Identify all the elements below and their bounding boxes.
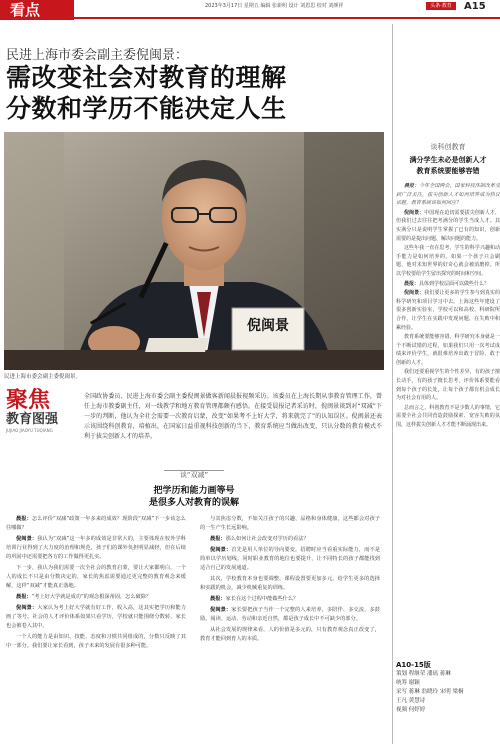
paragraph [200, 535, 380, 544]
paragraph [6, 535, 186, 562]
paragraph-text: 从社会发展的规律来看，人的价值是多元的，只有教育观念真正改变了，教育才能回到育人的本质。 [200, 627, 380, 642]
speaker: 倪闽景： [16, 536, 38, 542]
headline-line-1: 需改变社会对教育的理解 [6, 63, 287, 92]
speaker: 倪闽景： [16, 605, 38, 611]
paragraph [396, 244, 500, 278]
paragraph [200, 626, 380, 644]
paragraph-text: 首先是用人单位的导向要变。招聘时应当看重实际能力，而不是简单以学历划线。同时职业教育的地位也要提升，让不同特长的孩子都能找到适合自己的发展通道。 [200, 547, 380, 571]
interview-photo [4, 132, 384, 370]
paragraph-text: 总而言之，科创教育不是少数人的事情，它需要全社会共同营造鼓励探索、宽容失败的氛围，这样拔尖创新人才才能不断涌现出来。 [396, 404, 500, 429]
paragraph [396, 182, 500, 208]
paragraph [396, 209, 500, 243]
paragraph [396, 404, 500, 430]
headline [6, 62, 287, 124]
speaker: 晨报： [210, 596, 226, 602]
logo-line-1: 聚焦 [6, 387, 51, 413]
paragraph [6, 593, 186, 602]
paragraph [396, 289, 500, 332]
bottom-column-1 [6, 515, 186, 653]
header-rule [74, 17, 500, 19]
bottom-kicker [6, 470, 382, 480]
paragraph-text: 下一步，我认为我们需要一次全社会的教育启蒙，要让大家都明白，一个人的成长不只是由分数决定的，家长的焦虑需要通过更完整的教育观念来缓解，这样“双减”才能真正落地。 [6, 565, 186, 589]
page-number: A15 [464, 1, 486, 12]
paragraph-text: 怎么评价“双减”政策一年多来的成效？现阶段“双减”下一步该怎么往哪做？ [6, 516, 186, 531]
paragraph [396, 333, 500, 367]
column-divider [392, 24, 393, 744]
bottom-title-line-2: 是很多人对教育的误解 [148, 498, 239, 508]
paragraph [200, 515, 380, 533]
paragraph [200, 575, 380, 593]
paragraph [6, 564, 186, 591]
paragraph-text: 今年全国两会，国家科技体制改革受到广泛关注，拔尖创新人才如何培养成为热议话题。教育系统该如何回应？ [396, 183, 500, 207]
header-tag: 头条·教育 [426, 2, 456, 10]
paragraph-text: 那么如何让社会改变对学历的看法？ [225, 536, 309, 542]
credits-line: 视频 何婷婷 [396, 707, 426, 713]
header-info: 2023年3月17日 星期五 编辑 张新明 设计 刘恩思 校对 刘颜祥 [205, 3, 344, 9]
credits-line: 采写 蒋琳 翁晓玲 宋明 梁桐 [396, 689, 464, 695]
logo-line-2: 教育图强 [6, 412, 59, 427]
paragraph [396, 368, 500, 402]
headline-kicker: 民进上海市委会副主委倪闽景： [6, 48, 189, 63]
paragraph-text: 具体到学校层面可以做些什么？ [419, 280, 490, 287]
speaker: 晨报： [404, 280, 420, 287]
paragraph-text: 中国现在迫切需要拔尖创新人才，但我们过去往往把考满分的学生当成人才。其实满分只是说明学生掌握了已有的知识，创新需要的是提出问题、解决问题的能力。 [396, 209, 500, 242]
speaker: 倪闽景： [404, 209, 425, 216]
speaker: 晨报： [16, 594, 32, 600]
credits-title: A10-15版 [396, 661, 431, 669]
paragraph [6, 515, 186, 533]
headline-line-2: 分数和学历不能决定人生 [6, 94, 287, 123]
paragraph-text: 教育系统要能够容错。科学研究本身就是一个不断试错的过程，如果我们只用一次考试成绩来评价学生，就很难培养出敢于冒险、敢于创新的人才。 [396, 334, 500, 366]
paragraph-text: 我们还要重视学生的个性差异，有的孩子擅长动手，有的孩子擅长思考，评价体系要能看到每个孩子的长处，让每个孩子都有机会成长为对社会有用的人。 [396, 369, 500, 402]
sidebar-body [396, 182, 500, 431]
nameplate-text: 倪闽景 [247, 318, 289, 334]
sidebar-title-line-1: 满分学生未必是创新人才 [409, 156, 487, 164]
photo-caption: 民进上海市委会副主委倪闽景。 [4, 374, 82, 380]
sidebar-title-line-2: 教育系统要能够容错 [416, 167, 480, 175]
credits-line: 统筹 谢颖 [396, 680, 420, 686]
bottom-title-line-1: 把学历和能力画等号 [153, 486, 235, 496]
paragraph-text: 家长要把孩子当作一个完整的人来培养，多陪伴、多交流、多鼓励。阅读、运动、劳动和亲近自然，都是孩子成长中不可缺少的部分。 [200, 607, 380, 622]
bottom-kicker-text: 谈“双减” [164, 470, 224, 479]
speaker: 晨报： [210, 536, 226, 542]
paragraph-text: 其次，学校教育本身也要调整，课程设置要更加多元，给学生更多的选择和实践的机会，减少机械重复的训练。 [200, 576, 380, 591]
paragraph-text: 这些年我一直在思考，学生的科学兴趣和动手能力是如何培养的。如果一个孩子只会刷题，他对未知世界的好奇心就会被消磨掉。所以学校要给学生留出探究的时间和空间。 [396, 245, 500, 277]
column-logo [6, 388, 80, 444]
paragraph [396, 280, 500, 289]
credits-line: 王凡 黄慧诗 [396, 698, 426, 704]
sidebar-kicker: 谈科创教育 [430, 143, 466, 151]
paragraph-text: “考上好大学就是成功”的观念根深蒂固，怎么破除？ [31, 594, 152, 600]
section-label: 看点 [0, 0, 74, 20]
speaker: 晨报： [16, 516, 32, 522]
speaker: 倪闽景： [404, 290, 425, 297]
paragraph-text: 与其焦虑分数，不如关注孩子的兴趣、品格和身体健康，这些都会对孩子的一生产生长远影响。 [200, 516, 380, 531]
speaker: 倪闽景： [210, 547, 232, 553]
sidebar-title [396, 155, 500, 177]
portrait-illustration [4, 132, 384, 370]
bottom-title [6, 485, 382, 509]
logo-subtitle: JUJIAO JIAOYU TUQIANG [6, 428, 53, 433]
paragraph [6, 604, 186, 631]
paragraph-text: 大家认为考上好大学就有好工作，收入高，这其实把学历和能力画了等号。社会的人才评价体系如果只看学历，学校就只能围绕分数转，家长也会被卷入其中。 [6, 605, 186, 629]
paragraph-text: 我们要让更多的学生参与到真实的科学研究和项目学习中去。上海这些年建设了很多创新实验室，学校可以和高校、科研院所合作，让学生在实践中发现问题，在失败中积累经验。 [396, 290, 500, 331]
paragraph-text: 家长在这个过程中能做些什么？ [225, 596, 299, 602]
paragraph-text: 一个人的能力是由知识、技能、态度和习惯共同组成的，分数只反映了其中一部分。我们要让家长看到，孩子未来的发展有很多种可能。 [6, 634, 186, 649]
credits-box [396, 660, 500, 715]
paragraph-text: 我认为“双减”这一年多的成效是非常大的，主要体现在校外学科培训行业得到了大力度的治理和规范，孩子们的课外负担明显减轻，但在后续的巩固中还需要把各方的工作做得更扎实。 [6, 536, 186, 560]
paragraph [200, 595, 380, 604]
speaker: 倪闽景： [210, 607, 232, 613]
credits-line: 策划 程继荣 潘瑶 蒋琳 [396, 671, 451, 677]
paragraph [200, 546, 380, 573]
paragraph [200, 606, 380, 624]
speaker: 晨报： [404, 183, 420, 189]
bottom-column-2 [200, 515, 380, 646]
lead-paragraph: 全国政协委员、民进上海市委会副主委倪闽景做客新闻晨报视频采访。该委员在上海长期从事教育管理工作，曾任上海市教委副主任，对一线教学和地方教育管理都颇有感悟。在接受晨报记者采访时，倪闽景谈到对“双减”下一步的判断，他认为全社会需要一次教育启蒙，改变“如果考不上好大学，将来就完了”的认知误区。倪闽景还表示该围绕科创教育，培植出，在国家日益重视科技创新的当下，教育系统应当做出改变，只认分数的教育模式不利于拔尖创新人才的培养。 [84, 393, 382, 440]
paragraph [6, 633, 186, 651]
